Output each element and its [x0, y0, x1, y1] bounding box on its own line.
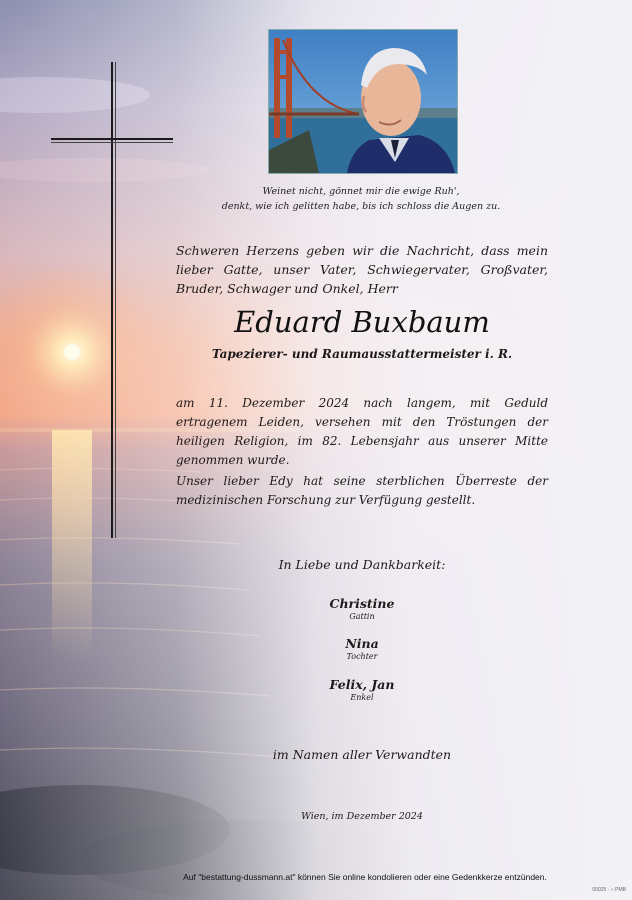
cross-horizontal-shadow: [51, 142, 173, 143]
announcement-intro: Schweren Herzens geben wir die Nachricht, dass mein lieber Gatte, unser Vater, Schwiegervater, Großvater, Bruder, Schwager und Onkel, Herr: [176, 243, 548, 296]
mourner-name: Felix, Jan: [329, 677, 395, 692]
death-details-paragraph: am 11. Dezember 2024 nach langem, mit Geduld ertragenem Leiden, versehen mit den Tröstungen der heiligen Religion, im 82. Lebensjahr aus unserer Mitte genommen wurde.: [176, 396, 548, 467]
deceased-name: Eduard Buxbaum: [234, 305, 490, 339]
verse-line-2: denkt, wie ich gelitten habe, bis ich schloss die Augen zu.: [221, 201, 501, 212]
footer-note: Auf "bestattung-dussmann.at" können Sie online kondolieren oder eine Gedenkkerze entzünden.: [183, 872, 547, 882]
mourner-role: Gattin: [349, 612, 375, 621]
cross-vertical-beam: [111, 62, 113, 538]
body-donation-paragraph: Unser lieber Edy hat seine sterblichen Überreste der medizinischen Forschung zur Verfügung gestellt.: [176, 474, 548, 507]
mourner-name: Nina: [345, 636, 379, 651]
cross-vertical-shadow: [115, 62, 116, 538]
mourner-name: Christine: [329, 596, 395, 611]
mourner-role: Enkel: [350, 693, 374, 702]
mourner-role: Tochter: [346, 652, 378, 661]
document-code: 00025 · ○ PMB: [592, 887, 626, 893]
cross-horizontal-beam: [51, 138, 173, 140]
mourner-entry: [176, 677, 548, 702]
verse-line-1: Weinet nicht, gönnet mir die ewige Ruh',: [262, 186, 460, 197]
memorial-verse: [180, 184, 542, 214]
relatives-line: im Namen aller Verwandten: [272, 747, 452, 762]
gratitude-line: In Liebe und Dankbarkeit:: [278, 557, 446, 572]
deceased-title: Tapezierer- und Raumausstattermeister i. R.: [211, 347, 513, 361]
mourner-entry: [176, 596, 548, 621]
deceased-photo: [268, 29, 458, 174]
place-date: Wien, im Dezember 2024: [301, 811, 423, 822]
mourner-entry: [176, 636, 548, 661]
